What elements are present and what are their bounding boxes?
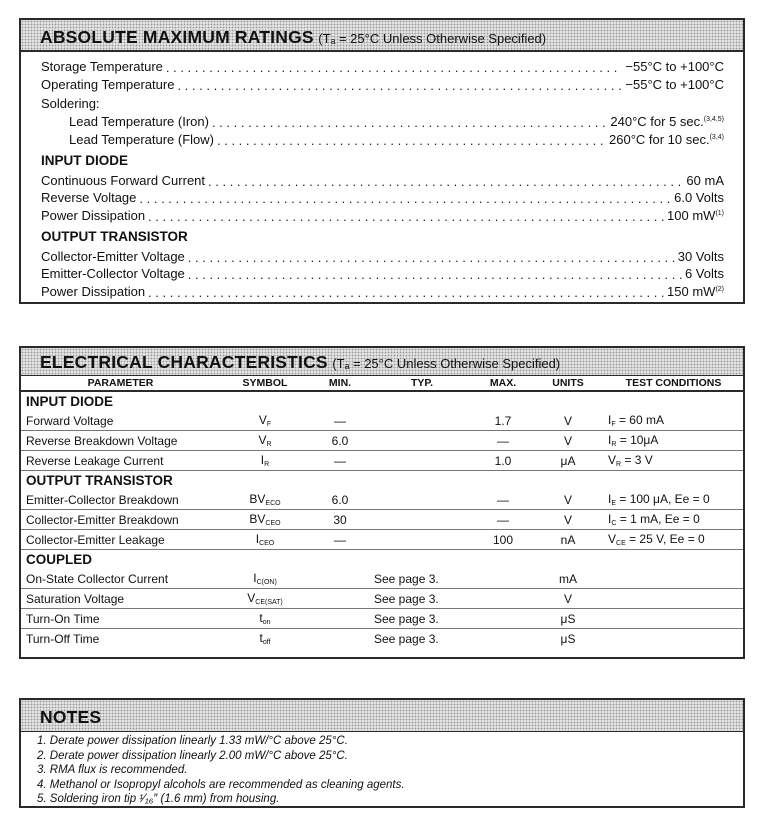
typ-cell: See page 3. xyxy=(370,609,474,629)
column-header: TEST CONDITIONS xyxy=(604,376,743,391)
test-subscript: R xyxy=(616,461,622,468)
electrical-characteristics-title: ELECTRICAL CHARACTERISTICS xyxy=(40,352,328,372)
symbol-subscript: C(ON) xyxy=(256,579,277,586)
table-row xyxy=(21,589,743,609)
symbol-subscript: F xyxy=(266,421,272,428)
note-item: 2. Derate power dissipation linearly 2.00 mW/°C above 25°C. xyxy=(37,749,348,762)
section-title: INPUT DIODE xyxy=(26,394,114,409)
table-row xyxy=(21,490,743,510)
parameter-cell: Reverse Leakage Current xyxy=(21,451,220,471)
typ-cell xyxy=(370,510,474,530)
rating-label: Collector-Emitter Voltage xyxy=(41,249,185,264)
section-title: OUTPUT TRANSISTOR xyxy=(26,473,173,488)
rating-label: Storage Temperature xyxy=(41,59,163,74)
rating-row xyxy=(41,282,724,299)
parameter-cell: Turn-On Time xyxy=(21,609,220,629)
test-condition-text: = 3 V xyxy=(621,453,653,467)
symbol-cell xyxy=(220,569,310,589)
test-conditions-cell xyxy=(604,431,743,451)
units-cell: μA xyxy=(532,451,604,471)
rating-value: 6.0 Volts xyxy=(674,190,724,205)
column-header: UNITS xyxy=(532,376,604,391)
rating-value: −55°C to +100°C xyxy=(625,59,724,74)
typ-cell xyxy=(370,431,474,451)
rating-value: 150 $mW^{(2)}$ xyxy=(667,284,724,299)
units-cell: mA xyxy=(532,569,604,589)
typ-cell xyxy=(370,411,474,431)
table-row xyxy=(21,569,743,589)
rating-label: Operating Temperature xyxy=(41,77,175,92)
output-transistor-section-title: OUTPUT TRANSISTOR xyxy=(41,229,188,244)
test-conditions-cell xyxy=(604,569,743,589)
symbol-cell xyxy=(220,510,310,530)
table-row xyxy=(21,510,743,530)
max-cell xyxy=(474,589,532,609)
test-conditions-cell xyxy=(604,490,743,510)
symbol-subscript: ECO xyxy=(265,500,281,507)
units-cell: V xyxy=(532,490,604,510)
symbol-text: I xyxy=(255,532,260,546)
table-row xyxy=(21,629,743,649)
parameter-cell: Turn-Off Time xyxy=(26,631,100,646)
typ-cell xyxy=(370,490,474,510)
min-cell xyxy=(310,609,370,629)
test-subscript: CE xyxy=(616,540,626,547)
units-cell: μS xyxy=(532,609,604,629)
table-row xyxy=(21,609,743,629)
rating-label: Power Dissipation xyxy=(41,284,146,299)
symbol-text: V xyxy=(247,591,256,605)
rating-label: Lead Temperature (Flow) xyxy=(69,132,214,147)
rating-row xyxy=(69,112,724,129)
column-header: MAX. xyxy=(474,376,532,391)
absolute-maximum-ratings-title: ABSOLUTE MAXIMUM RATINGS xyxy=(40,27,314,47)
electrical-characteristics-condition: (Tₐ = 25°C Unless Otherwise Specified) xyxy=(332,356,561,371)
electrical-characteristics-table xyxy=(21,376,743,648)
test-condition-text: = 1 mA, Ee = 0 xyxy=(616,512,700,526)
section-title: COUPLED xyxy=(26,552,93,567)
column-header: SYMBOL xyxy=(220,376,310,391)
symbol-cell xyxy=(220,490,310,510)
symbol-text: V xyxy=(258,413,267,427)
typ-cell xyxy=(370,451,474,471)
symbol-subscript: CE(SAT) xyxy=(255,599,283,606)
section-row xyxy=(21,391,743,411)
test-subscript: C xyxy=(611,520,617,527)
symbol-text: t xyxy=(259,631,263,645)
table-row xyxy=(21,411,743,431)
units-cell: V xyxy=(532,589,604,609)
test-symbol: I xyxy=(608,413,612,427)
symbol-cell xyxy=(220,589,310,609)
input-diode-section-title: INPUT DIODE xyxy=(41,153,129,168)
min-cell: — xyxy=(310,411,370,431)
units-cell: μS xyxy=(560,631,576,646)
symbol-text: BV xyxy=(249,492,266,506)
max-cell xyxy=(474,609,532,629)
test-conditions-cell xyxy=(604,411,743,431)
rating-value: 260°C for 10 sec.$^{(3,4)}$ xyxy=(609,132,724,147)
symbol-subscript: CEO xyxy=(265,520,281,527)
symbol-cell xyxy=(220,530,310,550)
parameter-cell: Emitter-Collector Breakdown xyxy=(21,490,220,510)
parameter-cell: Saturation Voltage xyxy=(21,589,220,609)
symbol-subscript: on xyxy=(262,619,271,626)
rating-label: Power Dissipation xyxy=(41,208,146,223)
section-row xyxy=(21,471,743,491)
max-cell: 100 xyxy=(474,530,532,550)
units-cell: V xyxy=(532,411,604,431)
min-cell: 6.0 xyxy=(310,431,370,451)
rating-value: 30 Volts xyxy=(677,249,724,264)
max-cell: — xyxy=(474,431,532,451)
min-cell xyxy=(310,569,370,589)
test-symbol: I xyxy=(608,492,612,506)
max-cell: 1.0 xyxy=(474,451,532,471)
footnote-ref: (2) xyxy=(715,286,724,293)
absolute-maximum-ratings-condition: (Tₐ = 25°C Unless Otherwise Specified) xyxy=(318,31,547,46)
units-cell: V xyxy=(532,510,604,530)
absolute-maximum-ratings-panel xyxy=(19,18,745,304)
test-condition-text: = 25 V, Ee = 0 xyxy=(625,532,705,546)
symbol-text: BV xyxy=(249,512,266,526)
typ-cell xyxy=(370,530,474,550)
test-symbol: I xyxy=(608,433,612,447)
symbol-cell xyxy=(220,411,310,431)
rating-row xyxy=(41,206,724,223)
units-cell: nA xyxy=(532,530,604,550)
symbol-cell xyxy=(220,431,310,451)
max-cell: — xyxy=(474,510,532,530)
notes-panel xyxy=(19,698,745,808)
symbol-text: V xyxy=(258,433,267,447)
note-item: 4. Methanol or Isopropyl alcohols are recommended as cleaning agents. xyxy=(37,778,405,791)
notes-header xyxy=(21,700,743,732)
test-condition-text: = 10μA xyxy=(616,433,659,447)
table-row xyxy=(21,451,743,471)
parameter-cell: Collector-Emitter Breakdown xyxy=(21,510,220,530)
rating-value: 240°C for 5 sec.$^{(3,4,5)}$ xyxy=(610,114,724,129)
test-subscript: E xyxy=(611,500,617,507)
test-condition-text: = 100 μA, Ee = 0 xyxy=(616,492,710,506)
min-cell: — xyxy=(310,451,370,471)
notes-list xyxy=(21,734,743,807)
rating-label: Reverse Voltage xyxy=(41,190,137,205)
parameter-cell: Collector-Emitter Leakage xyxy=(21,530,220,550)
rating-value: 6 Volts xyxy=(684,266,724,281)
rating-value: 60 mA xyxy=(686,173,724,188)
test-conditions-cell xyxy=(604,609,743,629)
soldering-label: Soldering: xyxy=(41,96,100,111)
section-row xyxy=(21,550,743,570)
test-condition-text: = 60 mA xyxy=(615,413,664,427)
symbol-cell xyxy=(220,609,310,629)
rating-row xyxy=(41,188,724,205)
min-cell: 6.0 xyxy=(310,490,370,510)
max-cell xyxy=(474,569,532,589)
footnote-ref: (3,4) xyxy=(709,134,724,141)
max-cell: 1.7 xyxy=(474,411,532,431)
rating-row xyxy=(41,247,724,264)
max-cell xyxy=(474,629,532,649)
notes-title: NOTES xyxy=(40,707,102,727)
test-symbol: I xyxy=(608,512,612,526)
test-conditions-cell xyxy=(604,589,743,609)
parameter-cell: On-State Collector Current xyxy=(21,569,220,589)
footnote-ref: (3,4,5) xyxy=(703,116,724,123)
rating-row xyxy=(41,264,724,281)
test-subscript: R xyxy=(611,441,617,448)
column-header: TYP. xyxy=(370,376,474,391)
test-symbol: V xyxy=(608,453,617,467)
rating-row xyxy=(41,57,724,74)
symbol-subscript: R xyxy=(266,441,272,448)
rating-row xyxy=(69,130,724,147)
min-cell xyxy=(310,629,370,649)
table-row xyxy=(21,431,743,451)
test-conditions-cell xyxy=(604,530,743,550)
note-item: 1. Derate power dissipation linearly 1.33 mW/°C above 25°C. xyxy=(37,735,348,747)
units-cell: V xyxy=(532,431,604,451)
symbol-text: I xyxy=(260,453,265,467)
rating-row xyxy=(41,75,724,92)
absolute-maximum-ratings-header xyxy=(21,20,743,52)
parameter-cell: Reverse Breakdown Voltage xyxy=(21,431,220,451)
rating-label: Emitter-Collector Voltage xyxy=(41,266,185,281)
rating-label: Lead Temperature (Iron) xyxy=(69,114,209,129)
typ-cell: See page 3. xyxy=(374,631,439,646)
min-cell: — xyxy=(310,530,370,550)
symbol-subscript: CEO xyxy=(259,540,275,547)
min-cell: 30 xyxy=(310,510,370,530)
symbol-text: t xyxy=(259,611,263,625)
rating-value: −55°C to +100°C xyxy=(625,77,724,92)
rating-row xyxy=(41,171,724,188)
test-conditions-cell xyxy=(604,451,743,471)
symbol-cell xyxy=(220,451,310,471)
symbol-subscript: off xyxy=(262,639,271,646)
test-symbol: V xyxy=(608,532,617,546)
test-conditions-cell xyxy=(604,510,743,530)
min-cell xyxy=(310,589,370,609)
typ-cell: See page 3. xyxy=(370,589,474,609)
note-item: 5. Soldering iron tip ¹⁄₁₆″ (1.6 mm) from housing. xyxy=(37,793,280,805)
rating-label: Continuous Forward Current xyxy=(41,173,206,188)
test-subscript: F xyxy=(611,421,616,428)
electrical-characteristics-header xyxy=(21,348,743,376)
table-row xyxy=(21,530,743,550)
note-item: 3. RMA flux is recommended. xyxy=(37,764,188,776)
symbol-subscript: R xyxy=(264,461,270,468)
column-header: PARAMETER xyxy=(21,376,220,391)
max-cell: — xyxy=(474,490,532,510)
table-header-row xyxy=(21,376,743,391)
electrical-characteristics-panel xyxy=(19,346,745,659)
parameter-cell: Forward Voltage xyxy=(21,411,220,431)
test-conditions-cell xyxy=(604,629,743,649)
symbol-cell xyxy=(220,629,310,649)
column-header: MIN. xyxy=(310,376,370,391)
footnote-ref: (1) xyxy=(715,210,724,217)
typ-cell: See page 3. xyxy=(370,569,474,589)
symbol-text: I xyxy=(253,571,257,585)
rating-value: 100 $mW^{(1)}$ xyxy=(667,208,724,223)
